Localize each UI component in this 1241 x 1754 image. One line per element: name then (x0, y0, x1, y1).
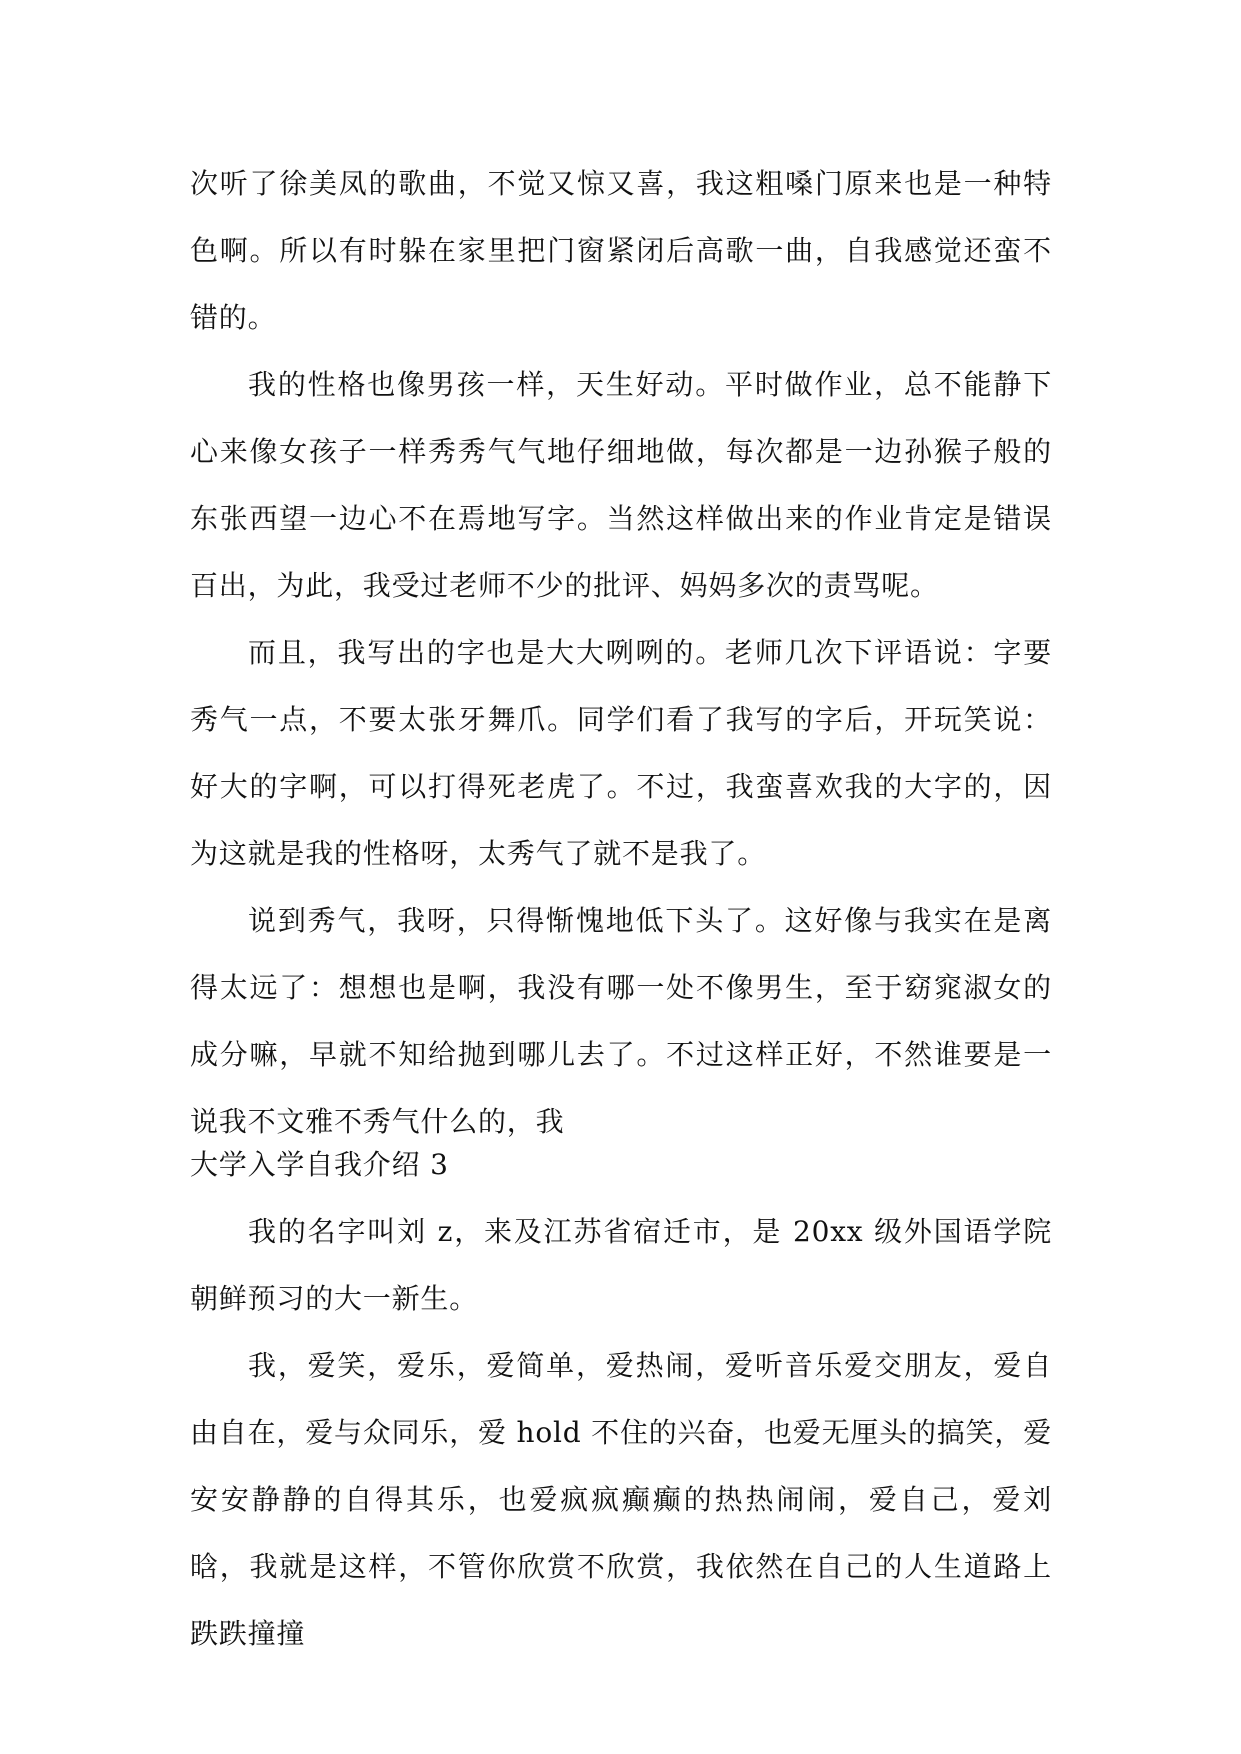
section-2-body (190, 1198, 1052, 1667)
paragraph-elegance: 说到秀气，我呀，只得惭愧地低下头了。这好像与我实在是离得太远了：想想也是啊，我没有哪一处不像男生，至于窈窕淑女的成分嘛，早就不知给抛到哪儿去了。不过这样正好，不然谁要是一说我不文雅不秀气什么的，我 (190, 904, 1052, 1138)
paragraph-handwriting: 而且，我写出的字也是大大咧咧的。老师几次下评语说：字要秀气一点，不要太张牙舞爪。同学们看了我写的字后，开玩笑说：好大的字啊，可以打得死老虎了。不过，我蛮喜欢我的大字的，因为这就是我的性格呀，太秀气了就不是我了。 (190, 636, 1052, 870)
paragraph-continuation: 次听了徐美凤的歌曲，不觉又惊又喜，我这粗嗓门原来也是一种特色啊。所以有时躲在家里把门窗紧闭后高歌一曲，自我感觉还蛮不错的。 (190, 167, 1052, 334)
paragraph-introduction: 我的名字叫刘 z，来及江苏省宿迁市，是 20xx 级外国语学院朝鲜预习的大一新生。 (190, 1215, 1052, 1315)
section-1-body (190, 150, 1052, 1155)
paragraph-likes: 我，爱笑，爱乐，爱简单，爱热闹，爱听音乐爱交朋友，爱自由自在，爱与众同乐，爱 hold 不住的兴奋，也爱无厘头的搞笑，爱安安静静的自得其乐，也爱疯疯癫癫的热热闹闹，爱自己，爱刘晗，我就是这样，不管你欣赏不欣赏，我依然在自己的人生道路上跌跌撞撞 (190, 1349, 1052, 1650)
paragraph-personality: 我的性格也像男孩一样，天生好动。平时做作业，总不能静下心来像女孩子一样秀秀气气地仔细地做，每次都是一边孙猴子般的东张西望一边心不在焉地写字。当然这样做出来的作业肯定是错误百出，为此，我受过老师不少的批评、妈妈多次的责骂呢。 (190, 368, 1052, 602)
section-2-heading: 大学入学自我介绍 3 (190, 1148, 449, 1181)
